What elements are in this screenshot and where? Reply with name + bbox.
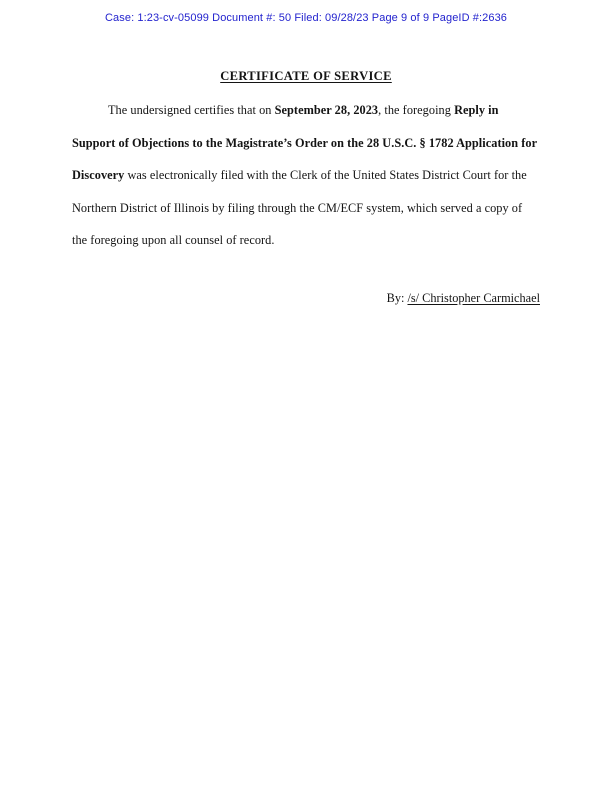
signature-line	[72, 291, 540, 306]
signature-by-label: By:	[386, 291, 408, 305]
case-stamp-header: Case: 1:23-cv-05099 Document #: 50 Filed: 09/28/23 Page 9 of 9 PageID #:2636	[104, 12, 508, 24]
body-segment-1: The undersigned certifies that on	[108, 103, 275, 117]
body-segment-3: , the foregoing	[378, 103, 455, 117]
body-segment-4-filing-title-bold: Reply in Support of Objections to the Magistrate’s Order on the 28 U.S.C. § 1782 Application for Discovery	[72, 103, 537, 183]
signature-name: /s/ Christopher Carmichael	[407, 291, 540, 305]
certificate-body-paragraph	[72, 94, 540, 257]
certificate-of-service-title: CERTIFICATE OF SERVICE	[220, 69, 392, 83]
body-segment-2-date-bold: September 28, 2023	[274, 103, 379, 117]
body-segment-5: was electronically filed with the Clerk of the United States District Court for the Northern District of Illinois by filing through the CM/ECF system, which served a copy of the foregoing upon all counsel of record.	[72, 168, 527, 248]
